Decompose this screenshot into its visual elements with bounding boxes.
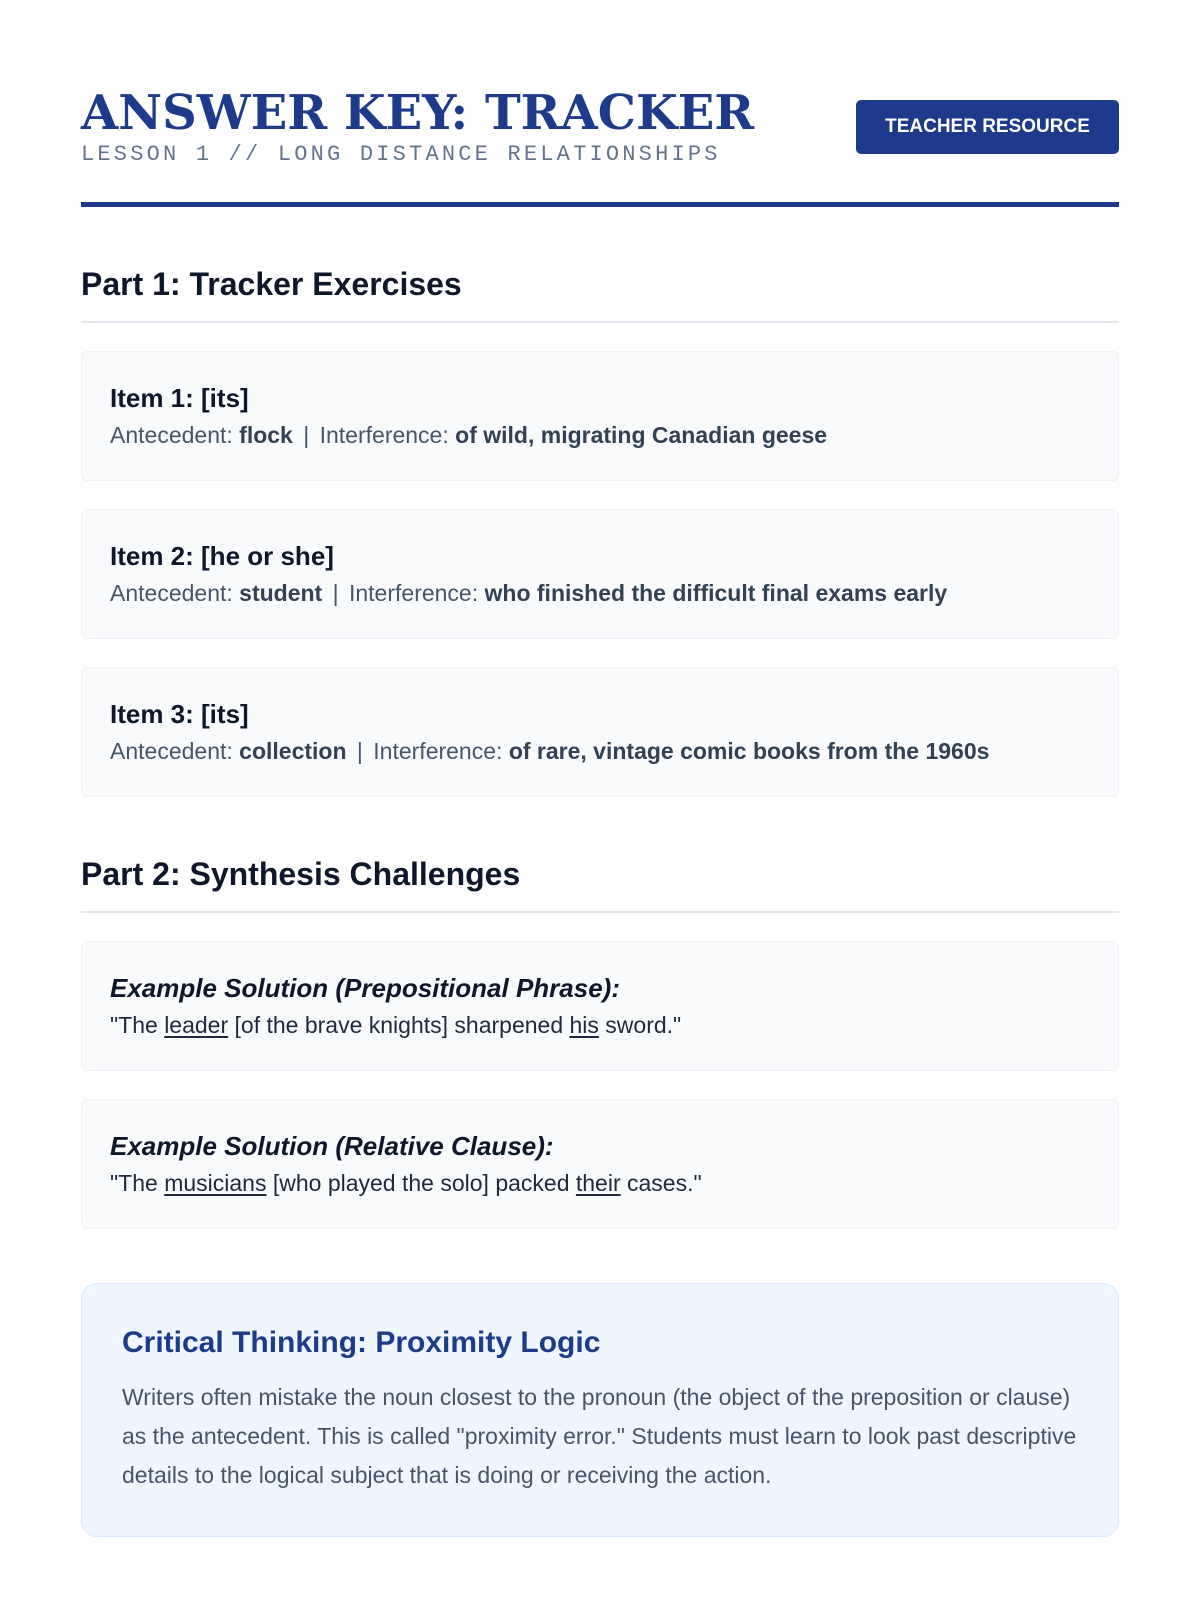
page-header [81,0,1119,207]
interference-label: Interference: [373,738,503,764]
sentence-text: cases." [620,1170,702,1196]
pronoun-underlined: his [569,1012,599,1038]
separator: | [356,738,363,764]
tracker-item-details [110,576,1090,610]
antecedent-label: Antecedent: [110,422,233,448]
example-solution-card [81,941,1119,1071]
sentence-text: "The [110,1170,165,1196]
example-sentence [110,1166,1090,1200]
page-title: ANSWER KEY: TRACKER [81,85,755,141]
antecedent-value: flock [239,422,293,448]
tracker-item-heading: Item 2: [he or she] [110,541,334,571]
page-subtitle: LESSON 1 // LONG DISTANCE RELATIONSHIPS [81,142,721,167]
antecedent-label: Antecedent: [110,738,233,764]
interference-value: of wild, migrating Canadian geese [455,422,828,448]
example-solution-heading: Example Solution (Prepositional Phrase): [110,973,620,1003]
sentence-text: sword." [598,1012,682,1038]
sentence-text: [who played the solo] packed [266,1170,576,1196]
interference-label: Interference: [319,422,449,448]
interference-label: Interference: [348,580,479,606]
part1-section [81,265,1119,797]
antecedent-underlined: musicians [164,1170,267,1196]
separator: | [332,580,339,606]
tracker-item-card [81,667,1119,797]
tracker-item-card [81,351,1119,481]
critical-thinking-callout [81,1283,1119,1537]
callout-title: Critical Thinking: Proximity Logic [122,1326,601,1359]
sentence-text: [of the brave knights] sharpened [228,1012,570,1038]
antecedent-value: student [239,580,323,606]
sentence-text: "The [110,1012,165,1038]
part1-title: Part 1: Tracker Exercises [81,265,1119,323]
pronoun-underlined: their [575,1170,621,1196]
tracker-item-heading: Item 1: [its] [110,383,249,413]
example-solution-card [81,1099,1119,1229]
separator: | [303,422,310,448]
part2-section [81,855,1119,1229]
antecedent-label: Antecedent: [110,580,233,606]
part2-title: Part 2: Synthesis Challenges [81,855,1119,913]
tracker-item-card [81,509,1119,639]
interference-value: of rare, vintage comic books from the 1960s [508,738,990,764]
teacher-resource-badge: TEACHER RESOURCE [856,100,1119,154]
tracker-item-details [110,734,1090,768]
tracker-item-details [110,418,1090,452]
interference-value: who finished the difficult final exams early [484,580,948,606]
antecedent-underlined: leader [164,1012,229,1038]
example-solution-heading: Example Solution (Relative Clause): [110,1131,554,1161]
antecedent-value: collection [239,738,347,764]
tracker-item-heading: Item 3: [its] [110,699,249,729]
callout-text: Writers often mistake the noun closest to the pronoun (the object of the preposition or clause) as the antecedent. This is called "proximity error." Students must learn to look past descriptive details to the logical subject that is doing or receiving the action. [122,1384,1077,1488]
example-sentence [110,1008,1090,1042]
